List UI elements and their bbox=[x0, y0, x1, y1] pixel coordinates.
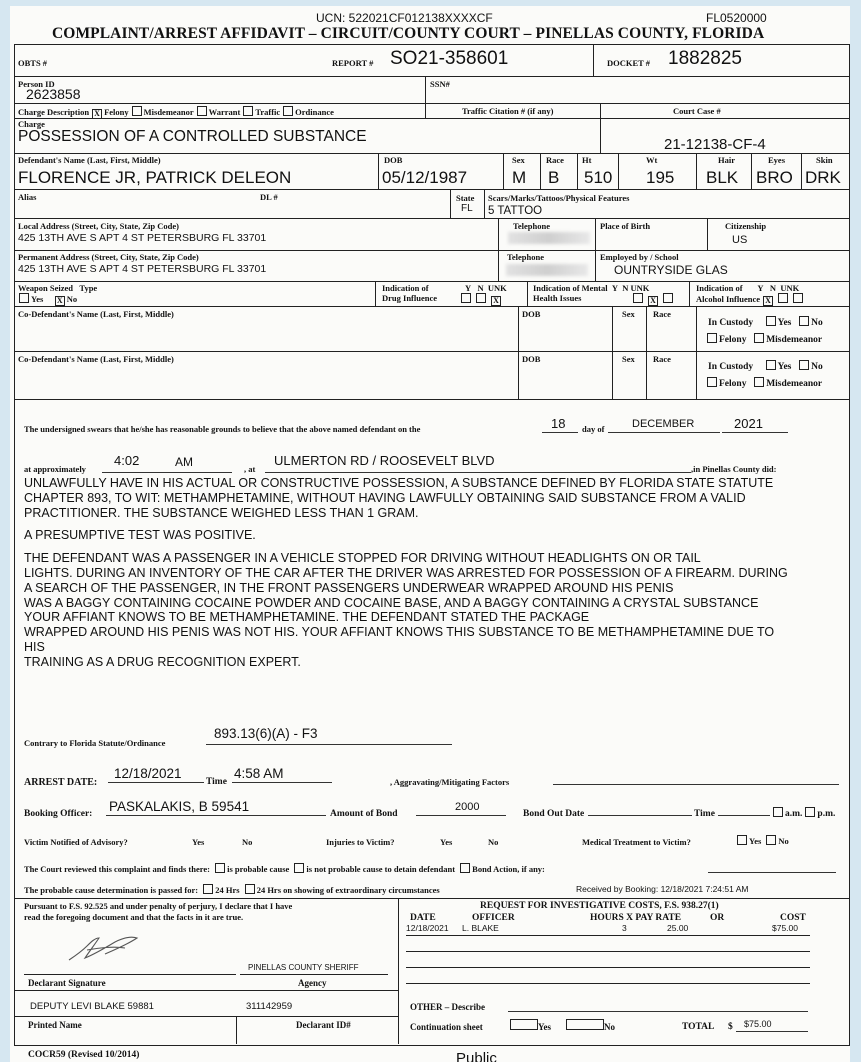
codef1-custody-no[interactable] bbox=[799, 316, 809, 326]
dob-label: DOB bbox=[384, 155, 403, 165]
dl-label: DL # bbox=[260, 192, 278, 202]
bond-amount-value: 2000 bbox=[455, 801, 480, 813]
codef1-misd[interactable] bbox=[754, 333, 764, 343]
permanent-address-value: 425 13TH AVE S APT 4 ST PETERSBURG FL 33701 bbox=[18, 263, 267, 275]
narrative-line: YOUR AFFIANT KNOWS TO BE METHAMPHETAMINE. THE DEFENDANT STATED THE PACKAGE bbox=[24, 610, 590, 625]
citizenship-label: Citizenship bbox=[725, 221, 767, 231]
drug-influence-label-2: Drug Influence bbox=[382, 293, 438, 303]
alcohol-label: Indication of Y N UNK bbox=[696, 283, 800, 293]
printed-name-label: Printed Name bbox=[28, 1020, 82, 1030]
narrative-line: WRAPPED AROUND HIS PENIS WAS NOT HIS. YOUR AFFIANT KNOWS THIS SUBSTANCE TO BE METHAMPHETAMINE DUE TO bbox=[24, 625, 775, 640]
codef1-race-label: Race bbox=[653, 309, 671, 319]
medical-no-checkbox[interactable] bbox=[766, 835, 776, 845]
codef1-custody-yes[interactable] bbox=[766, 316, 776, 326]
place-of-birth-label: Place of Birth bbox=[600, 221, 651, 231]
form-code: FL0520000 bbox=[706, 11, 767, 25]
county-did-label: ,in Pinellas County did: bbox=[691, 464, 777, 474]
alcohol-n-checkbox[interactable] bbox=[778, 293, 788, 303]
charge-label: Charge bbox=[18, 119, 45, 129]
other-describe-label: OTHER – Describe bbox=[410, 1002, 485, 1012]
public-label: Public bbox=[456, 1050, 497, 1062]
mental-health-label-2: Health Issues bbox=[533, 293, 582, 303]
permanent-address-label: Permanent Address (Street, City, State, Zip Code) bbox=[18, 252, 199, 262]
race-label: Race bbox=[546, 155, 564, 165]
codef2-misd[interactable] bbox=[754, 377, 764, 387]
codef2-race-label: Race bbox=[653, 354, 671, 364]
costs-hours-label: HOURS X PAY RATE bbox=[590, 913, 682, 923]
charge-description-label: Charge Description X Felony Misdemeanor Warrant Traffic Ordinance bbox=[18, 107, 334, 118]
codef2-dob-label: DOB bbox=[522, 354, 541, 364]
defendant-name-label: Defendant's Name (Last, First, Middle) bbox=[18, 155, 161, 165]
day-value: 18 bbox=[551, 416, 566, 431]
costs-hours-value: 3 bbox=[622, 923, 627, 933]
pursuant-text-1: Pursuant to F.S. 92.525 and under penalty of perjury, I declare that I have bbox=[24, 901, 293, 911]
drug-unk-checkbox[interactable]: X bbox=[491, 296, 501, 306]
24hrs-checkbox[interactable] bbox=[203, 884, 213, 894]
employer-value: OUNTRYSIDE GLAS bbox=[614, 263, 728, 277]
victim-notified-label: Victim Notified of Advisory? bbox=[24, 837, 128, 847]
victim-notified-no: No bbox=[242, 837, 253, 847]
costs-or-label: OR bbox=[710, 913, 725, 923]
affidavit-form bbox=[10, 6, 850, 1062]
codef1-custody: In Custody Yes No bbox=[708, 318, 823, 328]
probable-cause-checkbox[interactable] bbox=[215, 863, 225, 873]
docket-number: 1882825 bbox=[668, 48, 742, 69]
sex-value: M bbox=[512, 168, 527, 187]
statute-value: 893.13(6)(A) - F3 bbox=[214, 726, 318, 741]
narrative-text bbox=[24, 476, 788, 670]
booking-officer-label: Booking Officer: bbox=[24, 809, 93, 819]
drug-checkboxes bbox=[458, 293, 503, 306]
booking-time-label: Time bbox=[694, 809, 715, 819]
alcohol-y-checkbox[interactable]: X bbox=[763, 296, 773, 306]
narrative-line: LIGHTS. DURING AN INVENTORY OF THE CAR AFTER THE DRIVER WAS ARRESTED FOR POSSESSION OF A FIREARM. DURING bbox=[24, 565, 788, 580]
victim-notified-yes: Yes bbox=[192, 837, 205, 847]
eyes-label: Eyes bbox=[768, 155, 785, 165]
agency-label: Agency bbox=[298, 978, 327, 988]
alcohol-label-2: Alcohol Influence X bbox=[696, 293, 805, 306]
narrative-line: PRACTITIONER. THE SUBSTANCE WEIGHED LESS THAN 1 GRAM. bbox=[24, 505, 419, 520]
costs-officer-value: L. BLAKE bbox=[462, 923, 499, 933]
costs-date-value: 12/18/2021 bbox=[406, 923, 449, 933]
ordinance-checkbox[interactable] bbox=[283, 106, 293, 116]
year-value: 2021 bbox=[734, 416, 763, 431]
scars-value: 5 TATTOO bbox=[488, 205, 543, 217]
total-prefix: $ bbox=[728, 1022, 733, 1032]
mental-unk-checkbox[interactable] bbox=[663, 293, 673, 303]
ucn-number: UCN: 522021CF012138XXXXCF bbox=[316, 11, 493, 25]
local-address-value: 425 13TH AVE S APT 4 ST PETERSBURG FL 33701 bbox=[18, 232, 267, 244]
dob-value: 05/12/1987 bbox=[382, 168, 468, 187]
weight-value: 195 bbox=[646, 168, 675, 187]
arrest-time-label: Time bbox=[206, 777, 227, 787]
codef1-sex-label: Sex bbox=[622, 309, 635, 319]
redacted-phone bbox=[508, 232, 590, 244]
time-value: 4:02 bbox=[114, 453, 140, 468]
drug-ynu-header: Y N UNK bbox=[465, 283, 507, 293]
24hrs-ext-checkbox[interactable] bbox=[245, 884, 255, 894]
narrative-line: WAS A BAGGY CONTAINING COCAINE POWDER AND COCAINE BASE, AND A BAGGY CONTAINING A CRYSTAL SUBSTANCE bbox=[24, 595, 759, 610]
weapon-yes-no: Yes X No bbox=[16, 293, 77, 306]
codef1-dob-label: DOB bbox=[522, 309, 541, 319]
hair-value: BLK bbox=[706, 168, 739, 187]
medical-yes-checkbox[interactable] bbox=[737, 835, 747, 845]
codef1-charge-type: Felony Misdemeanor bbox=[704, 333, 822, 345]
bond-out-label: Bond Out Date bbox=[523, 809, 585, 819]
skin-label: Skin bbox=[816, 155, 833, 165]
swear-statement: The undersigned swears that he/she has reasonable grounds to believe that the above named defendant on the bbox=[24, 424, 421, 434]
arrest-date-label: ARREST DATE: bbox=[24, 777, 98, 788]
codef1-felony[interactable] bbox=[707, 333, 717, 343]
drug-n-checkbox[interactable] bbox=[476, 293, 486, 303]
narrative-line: CHAPTER 893, TO WIT: METHAMPHETAMINE, WITHOUT HAVING LAWFULLY OBTAINING SAID SUBSTANCE FROM A VALID bbox=[24, 490, 746, 505]
agency-value: PINELLAS COUNTY SHERIFF bbox=[248, 963, 359, 972]
aggravating-label: , Aggravating/Mitigating Factors bbox=[390, 777, 510, 787]
mental-y-checkbox[interactable] bbox=[633, 293, 643, 303]
narrative-line: A PRESUMPTIVE TEST WAS POSITIVE. bbox=[24, 528, 256, 543]
weapon-yes-checkbox[interactable] bbox=[19, 293, 29, 303]
codef2-custody-yes[interactable] bbox=[766, 360, 776, 370]
local-telephone-label: Telephone bbox=[513, 221, 551, 231]
codef2-custody: In Custody Yes No bbox=[708, 362, 823, 372]
injuries-yes: Yes bbox=[440, 837, 453, 847]
traffic-citation-label: Traffic Citation # (if any) bbox=[462, 106, 554, 116]
codef2-felony[interactable] bbox=[707, 377, 717, 387]
medical-yes-no: Yes No bbox=[734, 835, 789, 846]
narrative-line: A SEARCH OF THE PASSENGER, IN THE FRONT PASSENGERS UNDERWEAR WRAPPED AROUND HIS PENIS bbox=[24, 580, 674, 595]
location-value: ULMERTON RD / ROOSEVELT BLVD bbox=[274, 453, 495, 468]
pursuant-text-2: read the foregoing document and that the facts in it are true. bbox=[24, 912, 244, 922]
scars-label: Scars/Marks/Tattoos/Physical Features bbox=[488, 193, 630, 203]
sex-label: Sex bbox=[512, 155, 525, 165]
continuation-yes-label: Yes bbox=[538, 1022, 551, 1032]
am-pm: a.m. p.m. bbox=[770, 807, 835, 819]
employer-label: Employed by / School bbox=[600, 252, 679, 262]
person-id-label: Person ID bbox=[18, 79, 55, 89]
alcohol-unk-checkbox[interactable] bbox=[793, 293, 803, 303]
medical-label: Medical Treatment to Victim? bbox=[582, 837, 691, 847]
month-value: DECEMBER bbox=[632, 418, 695, 430]
declarant-signature bbox=[65, 926, 150, 966]
booking-officer-value: PASKALAKIS, B 59541 bbox=[109, 799, 250, 814]
narrative-line: THE DEFENDANT WAS A PASSENGER IN A VEHICLE STOPPED FOR DRIVING WITHOUT HEADLIGHTS ON OR TAIL bbox=[24, 551, 701, 566]
eyes-value: BRO bbox=[756, 168, 793, 187]
printed-name-value: DEPUTY LEVI BLAKE 59881 bbox=[30, 1001, 154, 1012]
codef2-sex-label: Sex bbox=[622, 354, 635, 364]
narrative-line bbox=[24, 543, 788, 551]
form-title: COMPLAINT/ARREST AFFIDAVIT – CIRCUIT/COUNTY COURT – PINELLAS COUNTY, FLORIDA bbox=[52, 25, 765, 42]
injuries-no: No bbox=[488, 837, 499, 847]
mental-checkboxes bbox=[630, 293, 675, 306]
mental-health-label: Indication of Mental Y N UNK bbox=[533, 283, 650, 293]
costs-date-label: DATE bbox=[410, 913, 436, 923]
warrant-checkbox[interactable] bbox=[197, 106, 207, 116]
codef2-charge-type: Felony Misdemeanor bbox=[704, 377, 822, 389]
docket-label: DOCKET # bbox=[607, 58, 651, 68]
received-by-booking: Received by Booking: 12/18/2021 7:24:51 AM bbox=[576, 884, 749, 894]
costs-title: REQUEST FOR INVESTIGATIVE COSTS, F.S. 938.27(1) bbox=[480, 901, 719, 911]
bond-amount-label: Amount of Bond bbox=[330, 809, 398, 819]
weapon-seized-label: Weapon Seized Type bbox=[18, 283, 98, 293]
obts-label: OBTS # bbox=[18, 58, 48, 68]
at-approximately-label: at approximately bbox=[24, 464, 86, 474]
state-label: State bbox=[456, 193, 475, 203]
arrest-time-value: 4:58 AM bbox=[234, 766, 284, 781]
not-probable-cause-checkbox[interactable] bbox=[294, 863, 304, 873]
continuation-no-box[interactable] bbox=[566, 1019, 604, 1030]
declarant-signature-label: Declarant Signature bbox=[28, 978, 106, 988]
narrative-line bbox=[24, 520, 788, 528]
costs-officer-label: OFFICER bbox=[472, 913, 515, 923]
skin-value: DRK bbox=[805, 168, 841, 187]
charge-value: POSSESSION OF A CONTROLLED SUBSTANCE bbox=[18, 128, 367, 145]
weight-label: Wt bbox=[646, 155, 658, 165]
defendant-name: FLORENCE JR, PATRICK DELEON bbox=[18, 168, 292, 187]
pm-checkbox[interactable] bbox=[805, 807, 815, 817]
court-determination: The probable cause determination is passed for: 24 Hrs 24 Hrs on showing of extraordinary circumstances bbox=[24, 885, 440, 895]
am-checkbox[interactable] bbox=[773, 807, 783, 817]
at-label: , at bbox=[244, 464, 256, 474]
declarant-id-value: 311142959 bbox=[246, 1001, 293, 1012]
perm-telephone-label: Telephone bbox=[507, 252, 545, 262]
statute-label: Contrary to Florida Statute/Ordinance bbox=[24, 738, 166, 748]
continuation-label: Continuation sheet bbox=[410, 1022, 483, 1032]
citizenship-value: US bbox=[732, 234, 748, 246]
court-review: The Court reviewed this complaint and finds there: is probable cause is not probable cause to detain defendant Bond Action, if any: bbox=[24, 864, 545, 874]
mental-n-checkbox[interactable]: X bbox=[648, 296, 658, 306]
costs-cost-value: $75.00 bbox=[772, 923, 798, 933]
total-value: $75.00 bbox=[744, 1019, 772, 1029]
form-number: COCR59 (Revised 10/2014) bbox=[28, 1050, 140, 1060]
person-id-value: 2623858 bbox=[26, 86, 81, 102]
height-value: 510 bbox=[584, 168, 613, 187]
codef2-name-label: Co-Defendant's Name (Last, First, Middle) bbox=[18, 354, 174, 364]
ampm-value: AM bbox=[175, 455, 193, 469]
arrest-date-value: 12/18/2021 bbox=[114, 766, 182, 781]
alias-label: Alias bbox=[18, 192, 37, 202]
redacted-phone-2 bbox=[506, 264, 588, 276]
ssn-label: SSN# bbox=[430, 79, 450, 89]
felony-checkbox[interactable]: X bbox=[92, 109, 102, 119]
height-label: Ht bbox=[582, 155, 592, 165]
continuation-yes-box[interactable] bbox=[510, 1019, 538, 1030]
narrative-line: HIS bbox=[24, 639, 45, 654]
misdemeanor-checkbox[interactable] bbox=[132, 106, 142, 116]
weapon-no-checkbox[interactable]: X bbox=[55, 296, 65, 306]
state-value: FL bbox=[461, 203, 473, 214]
drug-influence-label-1: Indication of bbox=[382, 283, 429, 293]
continuation-no-label: No bbox=[604, 1022, 615, 1032]
report-number: SO21-358601 bbox=[390, 48, 509, 69]
drug-y-checkbox[interactable] bbox=[461, 293, 471, 303]
day-of-label: day of bbox=[582, 424, 605, 434]
costs-cost-label: COST bbox=[780, 913, 806, 923]
bond-action-checkbox[interactable] bbox=[460, 863, 470, 873]
codef1-name-label: Co-Defendant's Name (Last, First, Middle) bbox=[18, 309, 174, 319]
narrative-line: TRAINING AS A DRUG RECOGNITION EXPERT. bbox=[24, 654, 301, 669]
narrative-line: UNLAWFULLY HAVE IN HIS ACTUAL OR CONSTRUCTIVE POSSESSION, A SUBSTANCE DEFINED BY FLORIDA STATE STATUTE bbox=[24, 476, 774, 490]
hair-label: Hair bbox=[718, 155, 735, 165]
costs-rate-value: 25.00 bbox=[667, 923, 689, 933]
declarant-id-label: Declarant ID# bbox=[296, 1020, 351, 1030]
race-value: B bbox=[548, 168, 560, 187]
local-address-label: Local Address (Street, City, State, Zip Code) bbox=[18, 221, 179, 231]
court-case-label: Court Case # bbox=[673, 106, 721, 116]
court-case-value: 21-12138-CF-4 bbox=[664, 136, 766, 153]
injuries-label: Injuries to Victim? bbox=[326, 837, 395, 847]
codef2-custody-no[interactable] bbox=[799, 360, 809, 370]
report-label: REPORT # bbox=[332, 58, 374, 68]
traffic-checkbox[interactable] bbox=[243, 106, 253, 116]
total-label: TOTAL bbox=[682, 1022, 715, 1032]
